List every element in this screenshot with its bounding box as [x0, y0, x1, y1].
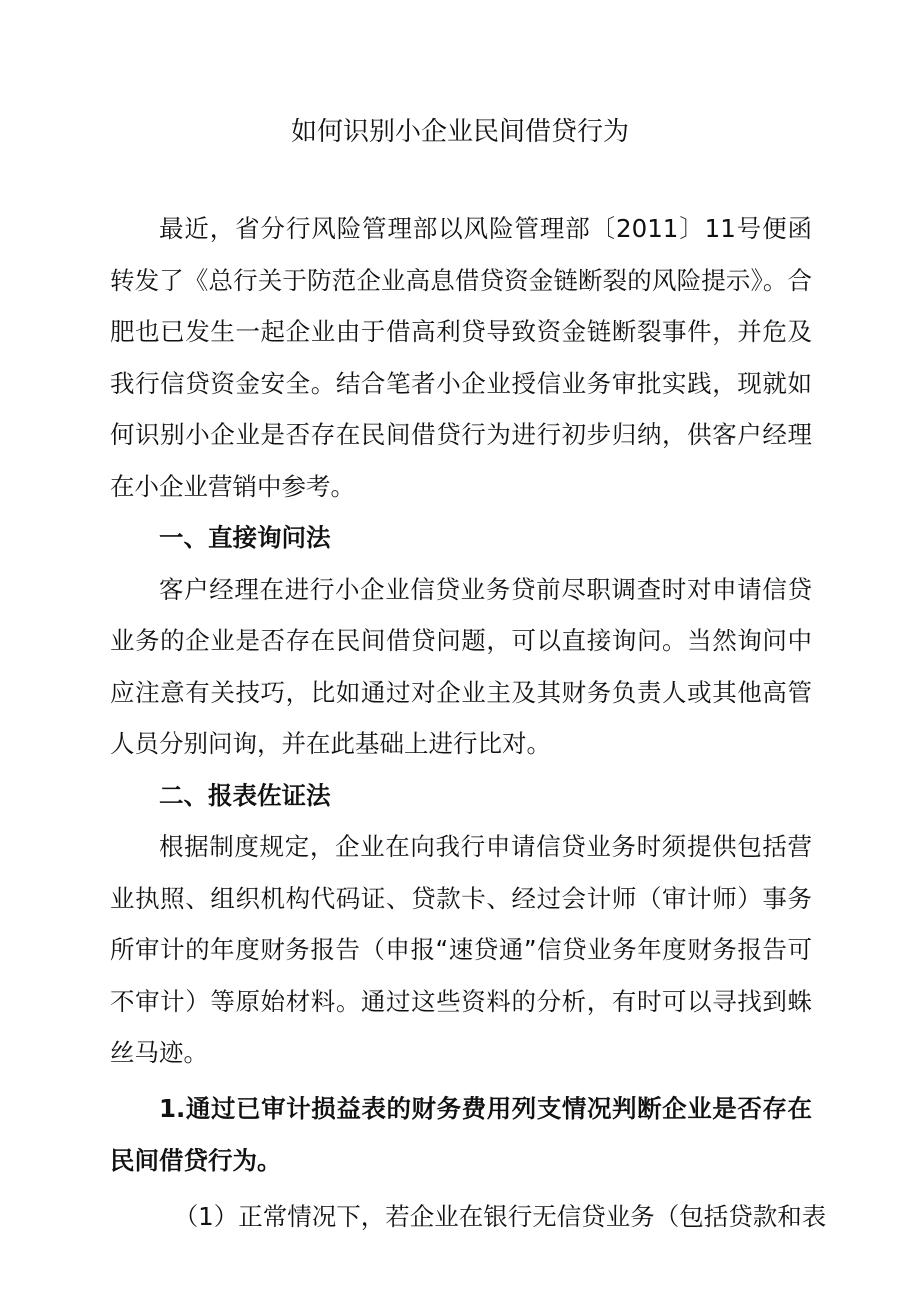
document-title: 如何识别小企业民间借贷行为 [290, 117, 629, 147]
document-body [110, 203, 827, 1242]
subsection-heading-financial-expenses: 1.通过已审计损益表的财务费用列支情况判断企业是否存在民间借贷行为。 [110, 1093, 812, 1175]
section-heading-direct-inquiry: 一、直接询问法 [159, 523, 331, 552]
section-heading-report-evidence: 二、报表佐证法 [159, 780, 331, 810]
section-body-report-evidence: 根据制度规定，企业在向我行申请信贷业务时须提供包括营业执照、组织机构代码证、贷款卡、经过会计师（审计师）事务所审计的年度财务报告（申报“速贷通”信贷业务年度财务报告可不审计）等原始材料。通过这些资料的分析，有时可以寻找到蛛丝马迹。 [110, 832, 812, 1067]
list-item-normal-case: （1）正常情况下，若企业在银行无信贷业务（包括贷款和表 [173, 1201, 827, 1231]
intro-paragraph: 最近，省分行风险管理部以风险管理部〔2011〕11号便函转发了《总行关于防范企业高息借贷资金链断裂的风险提示》。合肥也已发生一起企业由于借高利贷导致资金链断裂事件，并危及我行信贷资金安全。结合笔者小企业授信业务审批实践，现就如何识别小企业是否存在民间借贷行为进行初步归纳，供客户经理在小企业营销中参考。 [110, 214, 812, 501]
section-body-direct-inquiry: 客户经理在进行小企业信贷业务贷前尽职调查时对申请信贷业务的企业是否存在民间借贷问题，可以直接询问。当然询问中应注意有关技巧，比如通过对企业主及其财务负责人或其他高管人员分别问询，并在此基础上进行比对。 [110, 574, 812, 758]
